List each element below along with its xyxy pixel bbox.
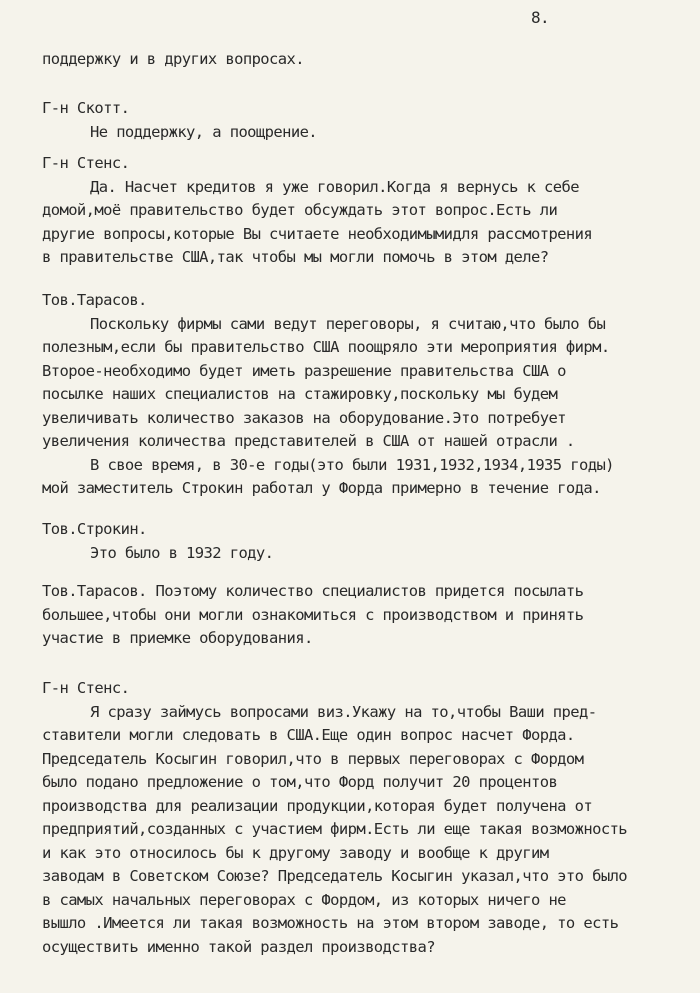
speaker-name: Тов.Строкин. xyxy=(42,520,147,538)
text-line: другие вопросы,которые Вы считаете необходимымидля рассмотрения xyxy=(42,224,593,243)
text-line: большее,чтобы они могли ознакомиться с производством и принять xyxy=(42,605,584,624)
text-line: производства для реализации продукции,которая будет получена от xyxy=(42,796,593,815)
text-line: участие в приемке оборудования. xyxy=(42,629,313,647)
text-line: осуществить именно такой раздел производства? xyxy=(42,937,435,956)
text-line: заводам в Советском Союзе? Председатель Косыгин указал,что это было xyxy=(42,867,628,885)
text-line: домой,моё правительство будет обсуждать этот вопрос.Есть ли xyxy=(42,201,558,219)
page-number: 8. xyxy=(531,8,550,27)
text-line: Да. Насчет кредитов я уже говорил.Когда я вернусь к себе xyxy=(90,177,579,196)
speaker-name: Г-н Скотт. xyxy=(42,99,130,117)
text-line: вышло .Имеется ли такая возможность на этом втором заводе, то есть xyxy=(42,914,619,932)
text-line: и как это относилось бы к другому заводу и вообще к другим xyxy=(42,843,549,862)
text-line: Председатель Косыгин говорил,что в первых переговорах с Фордом xyxy=(42,749,584,768)
text-line: полезным,если бы правительство США поощряло эти мероприятия фирм. xyxy=(42,338,610,356)
speech-block xyxy=(42,97,692,144)
text-line: Поскольку фирмы сами ведут переговоры, я считаю,что было бы xyxy=(90,314,606,333)
speaker-name: Г-н Стенс. xyxy=(42,679,130,697)
text-line: В свое время, в 30-е годы(это были 1931,1932,1934,1935 годы) xyxy=(90,455,614,474)
speaker-name: Тов.Тарасов. xyxy=(42,291,147,309)
text-line: Тов.Тарасов. Поэтому количество специалистов придется посылать xyxy=(42,582,584,600)
text-line: мой заместитель Строкин работал у Форда примерно в течение года. xyxy=(42,479,601,497)
speech-block xyxy=(42,152,692,270)
speech-block xyxy=(42,677,692,959)
text-line: Второе-необходимо будет иметь разрешение правительства США о xyxy=(42,361,566,380)
text-line: посылке наших специалистов на стажировку,поскольку мы будем xyxy=(42,385,558,403)
text-line: поддержку и в других вопросах. xyxy=(42,50,304,68)
text-line: было подано предложение о том,что Форд получит 20 процентов xyxy=(42,773,558,791)
text-block xyxy=(42,48,692,72)
text-line: в правительстве США,так чтобы мы могли помочь в этом деле? xyxy=(42,248,549,266)
speech-block xyxy=(42,518,692,565)
text-line: Я сразу займусь вопросами виз.Укажу на то,чтобы Ваши пред- xyxy=(90,702,597,721)
text-line: в самых начальных переговорах с Фордом, из которых ничего не xyxy=(42,890,566,909)
text-line: увеличивать количество заказов на оборудование.Это потребует xyxy=(42,408,566,427)
text-line: предприятий,созданных с участием фирм.Есть ли еще такая возможность xyxy=(42,820,628,838)
speech-block xyxy=(42,580,692,651)
text-line: ставители могли следовать в США.Еще один вопрос насчет Форда. xyxy=(42,726,575,744)
text-line: Не поддержку, а поощрение. xyxy=(90,122,318,141)
text-line: увеличения количества представителей в США от нашей отрасли . xyxy=(42,432,575,450)
text-line: Это было в 1932 году. xyxy=(90,543,274,562)
speaker-name: Г-н Стенс. xyxy=(42,154,130,172)
speech-block xyxy=(42,289,692,501)
